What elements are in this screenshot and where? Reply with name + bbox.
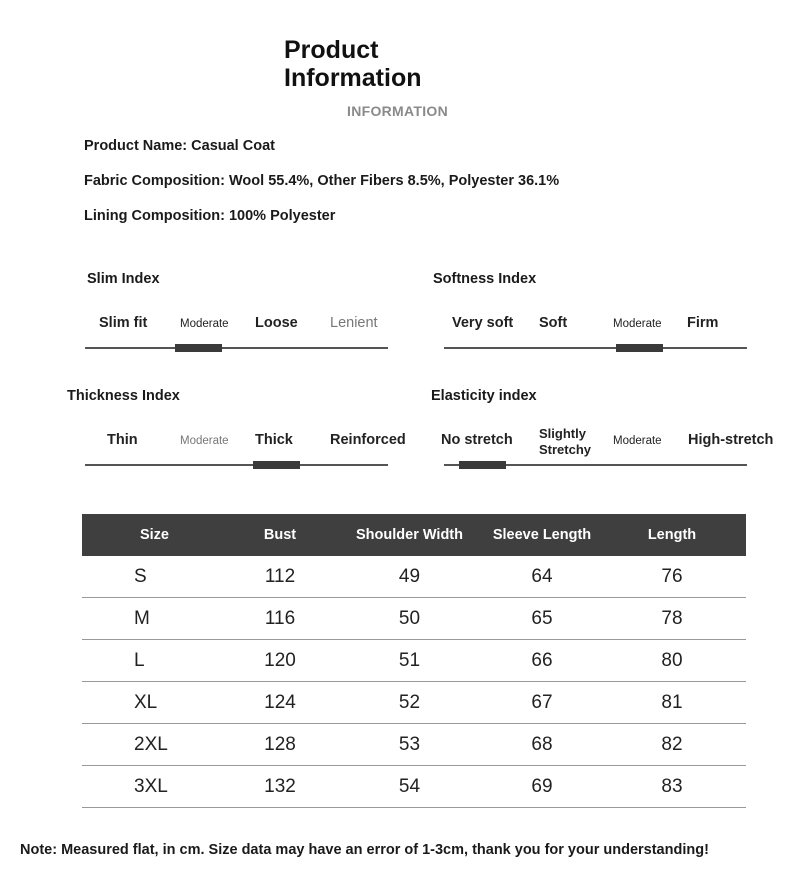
cell-sleeve-length: 67 [531,691,553,713]
softness-scale-line [444,347,747,349]
softness-option-firm: Firm [687,315,719,331]
thickness-option-moderate: Moderate [180,435,229,447]
header-shoulder-width: Shoulder Width [356,527,463,543]
cell-shoulder-width: 53 [398,733,421,755]
size-table-header [82,514,746,556]
slim-option-moderate: Moderate [180,318,229,330]
cell-shoulder-width: 49 [398,565,421,587]
slim-scale-line [85,347,388,349]
cell-size: L [134,649,145,671]
thickness-option-reinforced: Reinforced [330,432,406,448]
cell-bust: 116 [264,607,296,629]
cell-length: 82 [661,733,683,755]
cell-shoulder-width: 52 [398,691,421,713]
cell-length: 83 [661,775,683,797]
cell-sleeve-length: 64 [531,565,553,587]
size-table [82,514,746,808]
softness-option-soft: Soft [539,315,568,331]
header-bust: Bust [263,527,297,543]
cell-bust: 112 [264,565,296,587]
slim-index-title: Slim Index [87,271,160,287]
elasticity-option-moderate: Moderate [613,435,662,447]
thickness-scale-marker [253,461,300,469]
softness-option-moderate: Moderate [613,318,662,330]
table-row [82,556,746,598]
cell-size: XL [134,691,158,713]
header-length: Length [647,527,697,543]
elasticity-option-no-stretch: No stretch [441,432,513,448]
elasticity-index-title: Elasticity index [431,388,537,404]
softness-scale-marker [616,344,663,352]
softness-option-very-soft: Very soft [452,315,514,331]
cell-length: 76 [661,565,683,587]
page-title: Product Information [284,36,422,92]
cell-size: 3XL [134,775,168,797]
cell-sleeve-length: 65 [531,607,553,629]
cell-shoulder-width: 50 [398,607,421,629]
table-row [82,640,746,682]
fabric-composition: Fabric Composition: Wool 55.4%, Other Fibers 8.5%, Polyester 36.1% [84,173,560,189]
product-name: Product Name: Casual Coat [84,138,275,154]
thickness-index-title: Thickness Index [67,388,180,404]
cell-size: S [134,565,147,587]
slim-option-loose: Loose [255,315,298,331]
cell-bust: 128 [264,733,296,755]
thickness-option-thick: Thick [255,432,293,448]
thickness-scale-line [85,464,388,466]
table-row [82,682,746,724]
slim-option-slim-fit: Slim fit [99,315,148,331]
lining-composition: Lining Composition: 100% Polyester [84,208,336,224]
cell-bust: 120 [264,649,296,671]
header-size: Size [139,527,169,543]
softness-index-title: Softness Index [433,271,537,287]
elasticity-option-slightly-stretchy: Slightly Stretchy [539,426,592,457]
cell-length: 81 [661,691,683,713]
page-subtitle: INFORMATION [347,103,449,119]
cell-length: 80 [661,649,683,671]
cell-shoulder-width: 51 [398,649,421,671]
slim-option-lenient: Lenient [330,315,378,331]
header-sleeve-length: Sleeve Length [492,527,592,543]
cell-size: 2XL [134,733,168,755]
table-row [82,724,746,766]
slim-scale-marker [175,344,222,352]
table-row [82,598,746,640]
elasticity-option-high-stretch: High-stretch [688,432,774,448]
measurement-note: Note: Measured flat, in cm. Size data may have an error of 1-3cm, thank you for your understanding! [20,842,709,858]
cell-length: 78 [661,607,683,629]
elasticity-scale-marker [459,461,506,469]
cell-bust: 124 [264,691,296,713]
cell-sleeve-length: 66 [531,649,553,671]
cell-size: M [134,607,150,629]
table-row [82,766,746,808]
thickness-option-thin: Thin [107,432,138,448]
cell-bust: 132 [264,775,296,797]
cell-shoulder-width: 54 [398,775,421,797]
cell-sleeve-length: 68 [531,733,553,755]
cell-sleeve-length: 69 [531,775,553,797]
